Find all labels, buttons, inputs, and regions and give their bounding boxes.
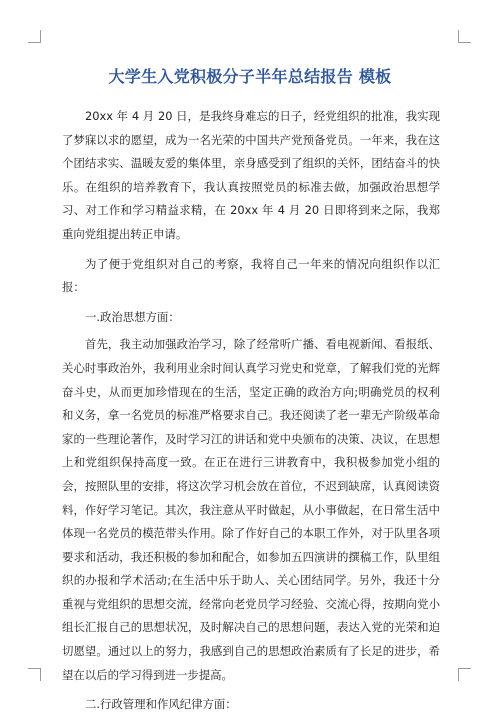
document-title: 大学生入党积极分子半年总结报告 模板: [108, 67, 392, 86]
crop-mark-top-right: [458, 30, 471, 43]
document-body: [62, 105, 440, 721]
section-heading-administration: 二.行政管理和作风纪律方面：: [85, 697, 237, 712]
crop-mark-bottom-left: [28, 668, 41, 681]
report-lead-paragraph: 为了便于党组织对自己的考察，我将自己一年来的情况向组织作以汇报：: [62, 256, 440, 295]
crop-mark-top-left: [28, 30, 41, 43]
section-heading-political: 一.政治思想方面：: [85, 309, 180, 324]
crop-mark-bottom-right: [458, 668, 471, 681]
intro-paragraph: 20xx 年 4 月 20 日，是我终身难忘的日子，经党组织的批准，我实现了梦寐以求的愿望，成为一名光荣的中国共产党预备党员。一年来，我在这个团结求实、温暖友爱的集体里，亲身感受到了组织的关怀，团结奋斗的快乐。在组织的培养教育下，我认真按照党员的标准去做，加强政治思想学习、对工作和学习精益求精，在 20xx 年 4 月 20 日即将到来之际，我郑重向党组提出转正申请。: [62, 109, 440, 241]
political-section-paragraph: 首先，我主动加强政治学习，除了经常听广播、看电视新闻、看报纸、关心时事政治外，我利用业余时间认真学习党史和党章，了解我们党的光辉奋斗史，从而更加珍惜现在的生活，坚定正确的政治方向;明确党员的权利和义务，拿一名党员的标准严格要求自己。我还阅读了老一辈无产阶级革命家的一些理论著作，及时学习江的讲话和党中央颁布的决策、决议，在思想上和党组织保持高度一致。在正在进行三讲教育中，我积极参加党小组的会，按照队里的安排，将这次学习机会放在首位，不迟到缺席，认真阅读资料，作好学习笔记。其次，我注意从平时做起，从小事做起，在日常生活中体现一名党员的模范带头作用。除了作好自己的本职工作外，对于队里各项要求和活动，我还积极的参加和配合，如参加五四演讲的撰稿工作，队里组织的办报和学术活动;在生活中乐于助人、关心团结同学。另外，我还十分重视与党组织的思想交流，经常向老党员学习经验、交流心得，按期向党小组长汇报自己的思想状况，及时解决自己的思想问题，表达入党的光荣和迫切愿望。通过以上的努力，我感到自己的思想政治素质有了长足的进步，希望在以后的学习得到进一步提高。: [62, 337, 440, 682]
